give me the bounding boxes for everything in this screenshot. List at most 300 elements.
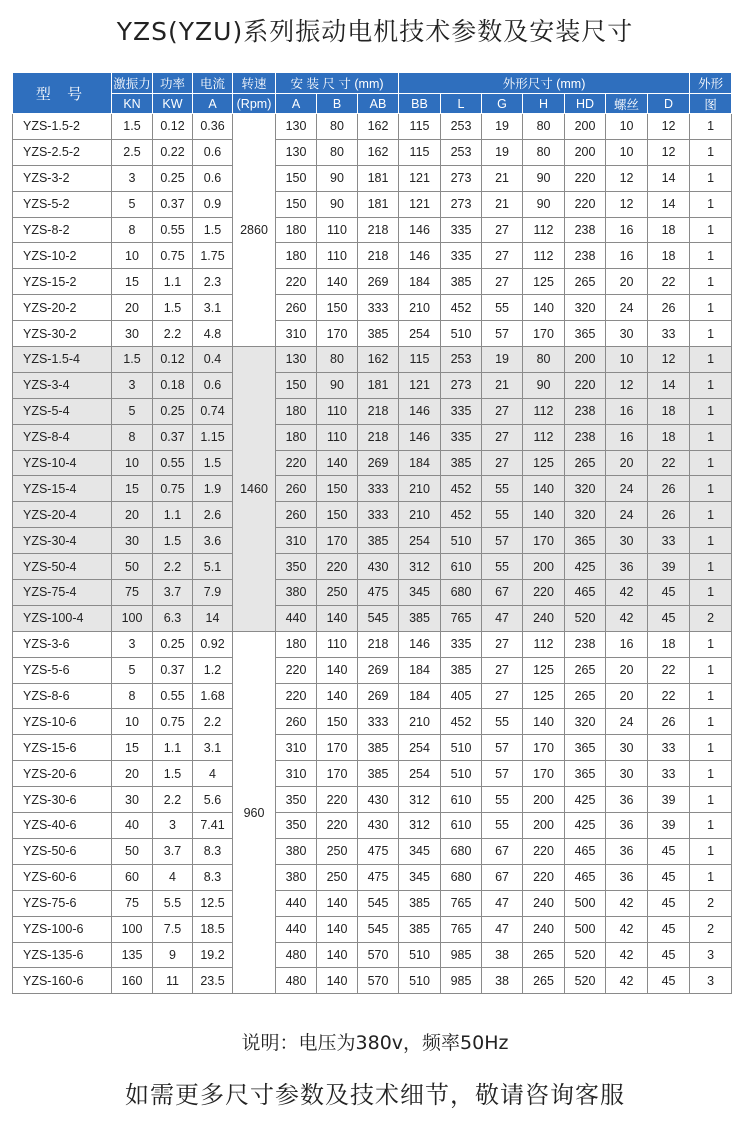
table-cell: 1 (690, 554, 732, 580)
table-cell: 26 (648, 502, 690, 528)
table-cell: 21 (482, 191, 523, 217)
table-cell: 140 (317, 269, 358, 295)
table-cell: 115 (399, 139, 441, 165)
table-cell: 27 (482, 243, 523, 269)
table-cell: 250 (317, 580, 358, 606)
table-cell: 2.6 (193, 502, 233, 528)
table-cell: 150 (276, 165, 317, 191)
table-cell: 385 (358, 735, 399, 761)
cell-model: YZS-75-6 (13, 890, 112, 916)
table-cell: 16 (606, 424, 648, 450)
table-cell: 146 (399, 424, 441, 450)
table-cell: 1 (690, 476, 732, 502)
table-cell: 333 (358, 502, 399, 528)
table-cell: 2.2 (153, 787, 193, 813)
table-cell: 220 (276, 450, 317, 476)
table-row (13, 968, 732, 994)
table-cell: 22 (648, 450, 690, 476)
table-cell: 985 (441, 968, 482, 994)
table-cell: 475 (358, 580, 399, 606)
table-row (13, 295, 732, 321)
table-row (13, 735, 732, 761)
table-cell: 27 (482, 269, 523, 295)
cell-model: YZS-160-6 (13, 968, 112, 994)
table-row (13, 657, 732, 683)
cell-model: YZS-5-6 (13, 657, 112, 683)
table-cell: 4.8 (193, 321, 233, 347)
table-cell: 210 (399, 476, 441, 502)
table-cell: 1 (690, 424, 732, 450)
table-cell: 1.5 (153, 295, 193, 321)
table-cell: 200 (565, 114, 606, 140)
table-cell: 220 (523, 864, 565, 890)
header-speed-unit: (Rpm) (233, 94, 276, 114)
cell-speed: 1460 (233, 347, 276, 632)
table-cell: 1 (690, 864, 732, 890)
note: 说明：电压为380v，频率50Hz (241, 1032, 509, 1054)
table-cell: 1 (690, 321, 732, 347)
table-cell: 1 (690, 787, 732, 813)
table-cell: 452 (441, 476, 482, 502)
header-d: D (648, 94, 690, 114)
table-cell: 27 (482, 657, 523, 683)
table-cell: 5 (112, 191, 153, 217)
table-cell: 310 (276, 321, 317, 347)
table-cell: 610 (441, 554, 482, 580)
table-cell: 2 (690, 916, 732, 942)
table-cell: 45 (648, 580, 690, 606)
header-a: A (276, 94, 317, 114)
table-cell: 310 (276, 761, 317, 787)
table-cell: 21 (482, 372, 523, 398)
table-cell: 345 (399, 838, 441, 864)
table-cell: 10 (112, 450, 153, 476)
table-cell: 80 (523, 347, 565, 373)
table-cell: 11 (153, 968, 193, 994)
table-cell: 452 (441, 295, 482, 321)
table-cell: 55 (482, 502, 523, 528)
table-cell: 218 (358, 243, 399, 269)
table-cell: 150 (317, 295, 358, 321)
table-cell: 170 (523, 735, 565, 761)
table-cell: 480 (276, 968, 317, 994)
table-cell: 184 (399, 683, 441, 709)
table-cell: 0.55 (153, 683, 193, 709)
table-cell: 150 (276, 372, 317, 398)
table-cell: 125 (523, 683, 565, 709)
table-cell: 42 (606, 942, 648, 968)
table-cell: 5.6 (193, 787, 233, 813)
table-cell: 3.6 (193, 528, 233, 554)
table-cell: 3.7 (153, 580, 193, 606)
table-cell: 365 (565, 528, 606, 554)
table-cell: 385 (441, 269, 482, 295)
table-cell: 320 (565, 709, 606, 735)
table-cell: 170 (317, 321, 358, 347)
table-cell: 162 (358, 347, 399, 373)
table-cell: 24 (606, 295, 648, 321)
cell-model: YZS-60-6 (13, 864, 112, 890)
cell-model: YZS-5-4 (13, 398, 112, 424)
table-cell: 14 (648, 191, 690, 217)
table-cell: 170 (317, 528, 358, 554)
table-cell: 0.4 (193, 347, 233, 373)
table-cell: 253 (441, 114, 482, 140)
table-cell: 250 (317, 838, 358, 864)
table-cell: 14 (193, 605, 233, 631)
table-cell: 475 (358, 864, 399, 890)
table-cell: 36 (606, 554, 648, 580)
table-cell: 7.9 (193, 580, 233, 606)
table-cell: 545 (358, 916, 399, 942)
table-row (13, 761, 732, 787)
table-cell: 45 (648, 838, 690, 864)
table-cell: 22 (648, 269, 690, 295)
table-cell: 238 (565, 243, 606, 269)
table-cell: 385 (399, 890, 441, 916)
table-cell: 7.5 (153, 916, 193, 942)
table-cell: 20 (606, 450, 648, 476)
header-h: H (523, 94, 565, 114)
table-cell: 3 (690, 942, 732, 968)
table-cell: 1.5 (193, 450, 233, 476)
table-cell: 1.5 (193, 217, 233, 243)
table-row (13, 243, 732, 269)
table-cell: 30 (606, 761, 648, 787)
table-cell: 42 (606, 968, 648, 994)
table-cell: 19 (482, 347, 523, 373)
table-cell: 510 (399, 942, 441, 968)
header-outer-dimensions: 外形尺寸 (mm) (399, 73, 690, 94)
table-cell: 385 (358, 528, 399, 554)
table-cell: 335 (441, 217, 482, 243)
table-row (13, 398, 732, 424)
table-cell: 510 (441, 321, 482, 347)
table-cell: 0.37 (153, 424, 193, 450)
table-cell: 33 (648, 735, 690, 761)
table-cell: 254 (399, 761, 441, 787)
table-cell: 0.12 (153, 114, 193, 140)
table-cell: 14 (648, 165, 690, 191)
table-cell: 1 (690, 295, 732, 321)
table-row (13, 321, 732, 347)
table-cell: 140 (317, 450, 358, 476)
table-cell: 240 (523, 916, 565, 942)
table-cell: 310 (276, 528, 317, 554)
table-cell: 26 (648, 476, 690, 502)
table-cell: 320 (565, 502, 606, 528)
table-cell: 47 (482, 916, 523, 942)
table-cell: 184 (399, 269, 441, 295)
table-cell: 240 (523, 890, 565, 916)
table-row (13, 864, 732, 890)
table-cell: 440 (276, 890, 317, 916)
table-cell: 180 (276, 424, 317, 450)
header-ab: AB (358, 94, 399, 114)
table-cell: 200 (523, 554, 565, 580)
table-cell: 480 (276, 942, 317, 968)
table-cell: 140 (317, 605, 358, 631)
table-cell: 333 (358, 476, 399, 502)
header-install-dimensions: 安 装 尺 寸 (mm) (276, 73, 399, 94)
table-cell: 265 (565, 269, 606, 295)
table-cell: 8 (112, 683, 153, 709)
table-cell: 475 (358, 838, 399, 864)
table-row (13, 528, 732, 554)
table-cell: 75 (112, 580, 153, 606)
table-cell: 520 (565, 605, 606, 631)
table-cell: 430 (358, 554, 399, 580)
table-cell: 90 (523, 372, 565, 398)
table-cell: 985 (441, 942, 482, 968)
table-cell: 20 (112, 295, 153, 321)
table-cell: 16 (606, 398, 648, 424)
table-cell: 146 (399, 243, 441, 269)
table-cell: 350 (276, 787, 317, 813)
table-cell: 380 (276, 838, 317, 864)
table-cell: 440 (276, 605, 317, 631)
table-cell: 45 (648, 916, 690, 942)
table-cell: 150 (317, 502, 358, 528)
table-cell: 55 (482, 787, 523, 813)
table-cell: 220 (523, 838, 565, 864)
table-cell: 1 (690, 217, 732, 243)
table-cell: 1 (690, 528, 732, 554)
table-cell: 220 (523, 580, 565, 606)
table-cell: 2 (690, 605, 732, 631)
table-cell: 254 (399, 528, 441, 554)
table-cell: 240 (523, 605, 565, 631)
table-cell: 110 (317, 398, 358, 424)
table-cell: 18 (648, 631, 690, 657)
table-row (13, 605, 732, 631)
table-cell: 1 (690, 347, 732, 373)
table-cell: 0.25 (153, 165, 193, 191)
table-cell: 1.5 (153, 528, 193, 554)
table-cell: 1 (690, 243, 732, 269)
table-cell: 500 (565, 916, 606, 942)
cell-model: YZS-50-4 (13, 554, 112, 580)
table-cell: 1.2 (193, 657, 233, 683)
table-cell: 90 (317, 372, 358, 398)
table-cell: 112 (523, 631, 565, 657)
table-cell: 269 (358, 450, 399, 476)
cell-model: YZS-15-2 (13, 269, 112, 295)
table-cell: 146 (399, 217, 441, 243)
table-row (13, 191, 732, 217)
table-cell: 33 (648, 321, 690, 347)
table-cell: 380 (276, 864, 317, 890)
table-cell: 210 (399, 295, 441, 321)
spec-table (12, 72, 732, 994)
table-cell: 160 (112, 968, 153, 994)
cell-speed: 960 (233, 631, 276, 993)
table-cell: 253 (441, 347, 482, 373)
table-cell: 452 (441, 502, 482, 528)
cell-model: YZS-5-2 (13, 191, 112, 217)
table-cell: 570 (358, 942, 399, 968)
header-hd: HD (565, 94, 606, 114)
table-cell: 12 (606, 372, 648, 398)
table-cell: 27 (482, 450, 523, 476)
table-cell: 140 (523, 476, 565, 502)
table-cell: 12.5 (193, 890, 233, 916)
table-cell: 253 (441, 139, 482, 165)
table-cell: 269 (358, 657, 399, 683)
table-cell: 335 (441, 243, 482, 269)
table-row (13, 916, 732, 942)
table-row (13, 269, 732, 295)
table-cell: 1 (690, 372, 732, 398)
table-cell: 0.92 (193, 631, 233, 657)
table-cell: 23.5 (193, 968, 233, 994)
table-cell: 0.6 (193, 139, 233, 165)
cell-model: YZS-30-2 (13, 321, 112, 347)
cell-speed: 2860 (233, 114, 276, 347)
table-cell: 3 (153, 813, 193, 839)
table-cell: 0.55 (153, 217, 193, 243)
table-cell: 47 (482, 605, 523, 631)
header-l: L (441, 94, 482, 114)
table-cell: 765 (441, 916, 482, 942)
table-cell: 47 (482, 890, 523, 916)
cell-model: YZS-1.5-4 (13, 347, 112, 373)
table-cell: 130 (276, 347, 317, 373)
table-cell: 385 (399, 605, 441, 631)
table-cell: 26 (648, 295, 690, 321)
table-cell: 320 (565, 295, 606, 321)
table-cell: 30 (112, 787, 153, 813)
table-row (13, 139, 732, 165)
header-bb: BB (399, 94, 441, 114)
table-cell: 260 (276, 502, 317, 528)
table-cell: 269 (358, 683, 399, 709)
table-cell: 150 (276, 191, 317, 217)
table-cell: 10 (606, 114, 648, 140)
cell-model: YZS-135-6 (13, 942, 112, 968)
table-cell: 365 (565, 735, 606, 761)
cell-model: YZS-2.5-2 (13, 139, 112, 165)
table-cell: 30 (606, 528, 648, 554)
table-cell: 218 (358, 631, 399, 657)
table-cell: 80 (317, 114, 358, 140)
table-cell: 90 (523, 191, 565, 217)
table-cell: 55 (482, 554, 523, 580)
table-cell: 40 (112, 813, 153, 839)
table-cell: 5.5 (153, 890, 193, 916)
cell-model: YZS-8-6 (13, 683, 112, 709)
table-cell: 1 (690, 657, 732, 683)
table-cell: 125 (523, 657, 565, 683)
table-cell: 570 (358, 968, 399, 994)
cell-model: YZS-3-6 (13, 631, 112, 657)
table-cell: 42 (606, 890, 648, 916)
table-cell: 520 (565, 968, 606, 994)
table-cell: 121 (399, 372, 441, 398)
table-cell: 1 (690, 269, 732, 295)
header-figure: 外形 (690, 73, 732, 94)
table-cell: 16 (606, 217, 648, 243)
table-cell: 36 (606, 787, 648, 813)
table-cell: 80 (317, 347, 358, 373)
table-cell: 2.2 (193, 709, 233, 735)
table-cell: 125 (523, 269, 565, 295)
table-cell: 350 (276, 554, 317, 580)
table-header (13, 73, 732, 114)
table-cell: 238 (565, 398, 606, 424)
table-cell: 430 (358, 813, 399, 839)
table-cell: 181 (358, 372, 399, 398)
table-cell: 333 (358, 295, 399, 321)
table-cell: 18 (648, 243, 690, 269)
table-cell: 1.5 (112, 114, 153, 140)
table-row (13, 813, 732, 839)
table-cell: 425 (565, 787, 606, 813)
table-cell: 218 (358, 398, 399, 424)
table-cell: 265 (565, 450, 606, 476)
table-cell: 180 (276, 398, 317, 424)
table-cell: 2.2 (153, 554, 193, 580)
table-cell: 430 (358, 787, 399, 813)
table-row (13, 709, 732, 735)
table-cell: 260 (276, 295, 317, 321)
table-cell: 3.7 (153, 838, 193, 864)
cell-model: YZS-10-2 (13, 243, 112, 269)
table-cell: 57 (482, 321, 523, 347)
table-row (13, 424, 732, 450)
table-cell: 90 (317, 191, 358, 217)
table-cell: 22 (648, 657, 690, 683)
table-cell: 2.5 (112, 139, 153, 165)
table-cell: 125 (523, 450, 565, 476)
table-cell: 1.1 (153, 269, 193, 295)
table-cell: 545 (358, 605, 399, 631)
table-cell: 18 (648, 217, 690, 243)
table-cell: 38 (482, 942, 523, 968)
table-cell: 57 (482, 735, 523, 761)
header-power: 功率 (153, 73, 193, 94)
table-cell: 520 (565, 942, 606, 968)
table-cell: 220 (276, 657, 317, 683)
table-cell: 55 (482, 295, 523, 321)
table-cell: 140 (317, 657, 358, 683)
table-cell: 1 (690, 114, 732, 140)
table-cell: 130 (276, 139, 317, 165)
table-cell: 312 (399, 813, 441, 839)
table-cell: 0.74 (193, 398, 233, 424)
table-cell: 170 (523, 761, 565, 787)
cell-model: YZS-100-6 (13, 916, 112, 942)
table-cell: 36 (606, 838, 648, 864)
table-cell: 0.36 (193, 114, 233, 140)
table-cell: 3 (112, 372, 153, 398)
table-cell: 210 (399, 709, 441, 735)
cell-model: YZS-3-2 (13, 165, 112, 191)
table-cell: 45 (648, 890, 690, 916)
table-cell: 10 (606, 139, 648, 165)
table-cell: 312 (399, 554, 441, 580)
table-cell: 1.68 (193, 683, 233, 709)
table-row (13, 450, 732, 476)
table-cell: 0.25 (153, 631, 193, 657)
table-cell: 200 (523, 813, 565, 839)
table-cell: 1 (690, 165, 732, 191)
table-cell: 8.3 (193, 838, 233, 864)
table-cell: 26 (648, 709, 690, 735)
table-cell: 55 (482, 813, 523, 839)
table-cell: 10 (606, 347, 648, 373)
table-cell: 150 (317, 476, 358, 502)
